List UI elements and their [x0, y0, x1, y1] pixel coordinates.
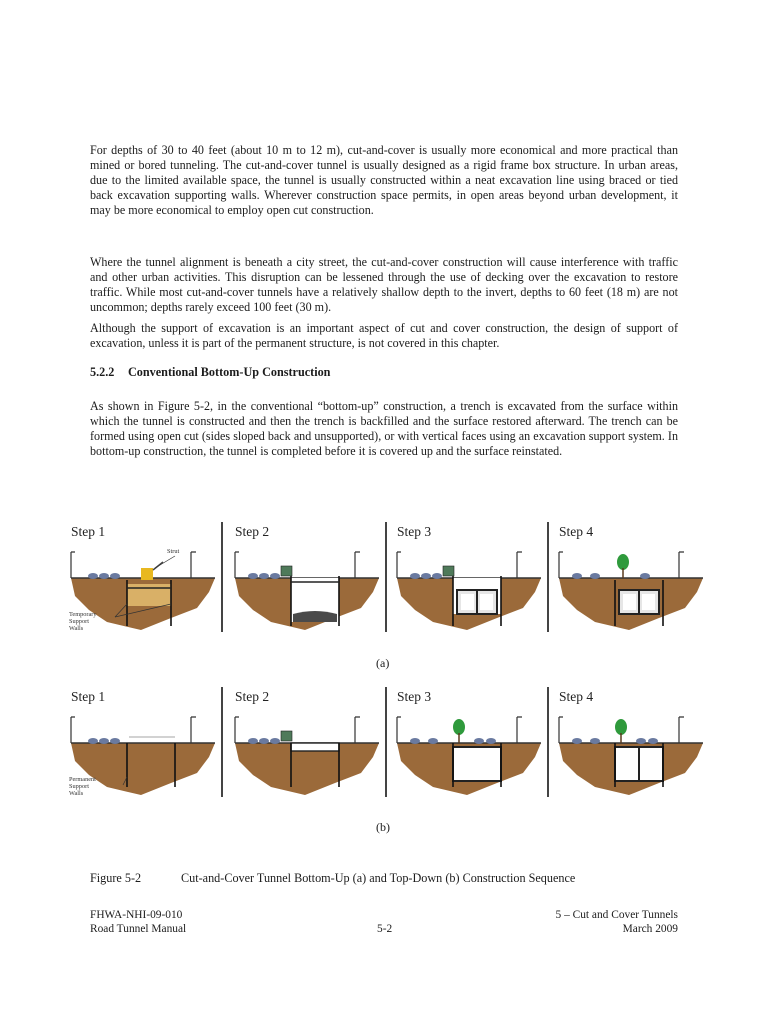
street-light-icon — [235, 552, 239, 578]
paragraph-1: For depths of 30 to 40 feet (about 10 m to 12 m), cut-and-cover is usually more economical and more practical than mined or bored tunneling. The cut-and-cover tunnel is usually designed as a rigid frame box structure. In urban areas, due to the limited available space, the tunnel is usually constructed within a neat excavation line using braced or tied back excavation supporting walls. Wherever construction space permits, in open areas beyond urban development, it may be more economical to employ open cut construction. — [90, 143, 678, 218]
paragraph-4: As shown in Figure 5-2, in the conventional “bottom-up” construction, a trench is excavated from the surface within which the tunnel is constructed and then the trench is backfilled and the surface restored afterward. The trench can be formed using open cut (sides sloped back and unsupported), or with vertical faces using an excavation support system. In bottom-up construction, the tunnel is completed before it is covered up and the surface reinstated. — [90, 399, 678, 459]
car-icon — [259, 573, 269, 579]
car-icon — [474, 738, 484, 744]
label-line: Support — [69, 618, 89, 626]
footer-doc-title: Road Tunnel Manual — [90, 922, 187, 935]
car-icon — [572, 738, 582, 744]
tunnel-cell — [642, 594, 655, 610]
car-icon — [259, 738, 269, 744]
step-label: Step 2 — [235, 524, 270, 539]
diagram-b3 — [393, 687, 541, 807]
panel-a-step-3 — [393, 522, 541, 642]
car-icon — [410, 573, 420, 579]
paragraph-3: Although the support of excavation is an important aspect of cut and cover construction, the design of support of excavation, unless it is part of the permanent structure, is not covered in this chapter. — [90, 321, 678, 351]
car-icon — [110, 738, 120, 744]
figure-label-a: (a) — [376, 656, 390, 670]
footer-date: March 2009 — [622, 922, 678, 935]
street-light-icon — [517, 717, 522, 743]
street-light-icon — [355, 552, 360, 578]
diagram-a4 — [555, 522, 703, 642]
car-icon — [88, 738, 98, 744]
tree-icon — [615, 719, 627, 735]
figure-number: Figure 5-2 — [90, 871, 142, 885]
step-label: Step 3 — [397, 689, 432, 704]
footer-right — [556, 909, 678, 936]
street-light-icon — [559, 717, 563, 743]
tunnel-box — [453, 747, 501, 781]
car-icon — [590, 738, 600, 744]
diagram-b4 — [555, 687, 703, 807]
roof-slab — [291, 743, 339, 751]
strut-label: Strut — [167, 548, 180, 555]
label-line: Walls — [69, 625, 84, 633]
truck-icon — [281, 731, 292, 741]
diagram-a3 — [393, 522, 541, 642]
truck-icon — [281, 566, 292, 576]
label-line: Walls — [69, 790, 84, 798]
car-icon — [421, 573, 431, 579]
panel-a-step-1 — [67, 522, 215, 642]
street-light-icon — [679, 717, 684, 743]
footer-left — [90, 909, 186, 936]
permanent-support-walls-label — [69, 776, 96, 798]
panel-divider — [385, 687, 387, 797]
panel-b-step-2 — [231, 687, 379, 807]
street-light-icon — [517, 552, 522, 578]
street-light-icon — [191, 717, 196, 743]
label-line: Permanent — [69, 776, 96, 783]
car-icon — [99, 738, 109, 744]
figure-row-top-down — [67, 687, 687, 807]
page-number: 5-2 — [377, 923, 393, 935]
panel-a-step-2 — [231, 522, 379, 642]
car-icon — [248, 573, 258, 579]
street-light-icon — [397, 552, 401, 578]
street-light-icon — [397, 717, 401, 743]
street-light-icon — [559, 552, 563, 578]
figure-label-b: (b) — [376, 820, 390, 834]
tree-icon — [453, 719, 465, 735]
panel-divider — [385, 522, 387, 632]
temporary-support-walls-label — [69, 611, 97, 633]
street-light-icon — [235, 717, 239, 743]
car-icon — [640, 573, 650, 579]
footer-doc-id: FHWA-NHI-09-010 — [90, 909, 183, 921]
panel-divider — [547, 687, 549, 797]
car-icon — [648, 738, 658, 744]
figure-caption — [90, 871, 575, 886]
leader-line — [155, 556, 175, 568]
car-icon — [486, 738, 496, 744]
car-icon — [248, 738, 258, 744]
paragraph-2: Where the tunnel alignment is beneath a city street, the cut-and-cover construction will cause interference with traffic and other urban activities. This disruption can be lessened through the use of decking over the excavation to restore traffic. While most cut-and-cover tunnels have a relatively shallow depth to the invert, depths to 60 feet (18 m) are not uncommon; depths rarely exceed 100 feet (30 m). — [90, 255, 678, 315]
step-label: Step 1 — [71, 689, 106, 704]
panel-b-step-4 — [555, 687, 703, 807]
diagram-a2 — [231, 522, 379, 642]
truck-icon — [443, 566, 454, 576]
car-icon — [410, 738, 420, 744]
panel-b-step-3 — [393, 687, 541, 807]
trench-base — [293, 611, 337, 622]
street-light-icon — [679, 552, 684, 578]
tunnel-cell — [461, 594, 474, 610]
panel-divider — [221, 522, 223, 632]
figure-caption-text: Cut-and-Cover Tunnel Bottom-Up (a) and Top-Down (b) Construction Sequence — [181, 871, 576, 885]
label-line: Support — [69, 783, 89, 791]
diagram-b2 — [231, 687, 379, 807]
car-icon — [428, 738, 438, 744]
car-icon — [572, 573, 582, 579]
step-label: Step 1 — [71, 524, 106, 539]
car-icon — [270, 573, 280, 579]
street-light-icon — [191, 552, 196, 578]
car-icon — [270, 738, 280, 744]
tunnel-cell — [480, 594, 493, 610]
panel-divider — [547, 522, 549, 632]
label-line: Temporary — [69, 611, 97, 618]
step-label: Step 4 — [559, 524, 594, 539]
step-label: Step 4 — [559, 689, 594, 704]
car-icon — [110, 573, 120, 579]
footer-chapter: 5 – Cut and Cover Tunnels — [555, 909, 678, 921]
car-icon — [636, 738, 646, 744]
step-label: Step 3 — [397, 524, 432, 539]
panel-a-step-4 — [555, 522, 703, 642]
street-light-icon — [71, 717, 75, 743]
car-icon — [99, 573, 109, 579]
tree-icon — [617, 554, 629, 570]
car-icon — [590, 573, 600, 579]
panel-b-step-1 — [67, 687, 215, 807]
car-icon — [88, 573, 98, 579]
tunnel-cell — [623, 594, 636, 610]
street-light-icon — [71, 552, 75, 578]
section-heading — [90, 365, 330, 380]
figure-row-bottom-up — [67, 522, 687, 642]
section-title: Conventional Bottom-Up Construction — [128, 365, 331, 379]
panel-divider — [221, 687, 223, 797]
section-number: 5.2.2 — [90, 365, 115, 379]
car-icon — [432, 573, 442, 579]
street-light-icon — [355, 717, 360, 743]
excavator-icon — [141, 568, 153, 580]
step-label: Step 2 — [235, 689, 270, 704]
